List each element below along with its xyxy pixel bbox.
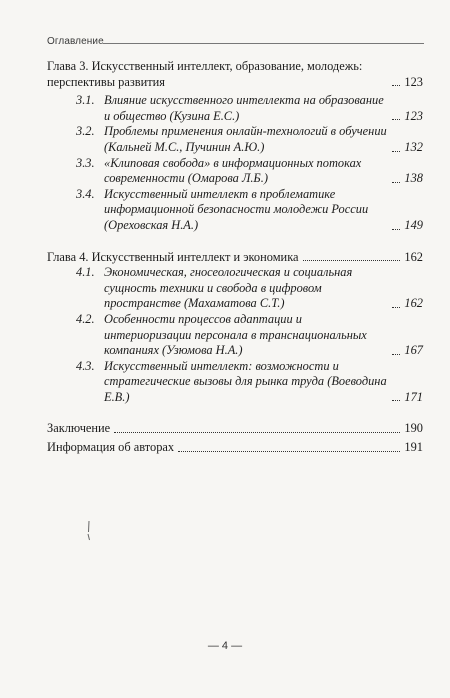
section-title: Проблемы применения онлайн-технологий в обучении (Кальней М.С., Пучинин А.Ю.): [104, 124, 387, 154]
section-title: Влияние искусственного интеллекта на образование и общество (Кузина Е.С.): [104, 93, 384, 123]
chapter-3-page: 123: [404, 74, 423, 89]
dot-leader: [392, 307, 400, 308]
chapter-4-entry[interactable]: [47, 250, 423, 266]
page-number: — 4 —: [207, 640, 243, 652]
header-rule: [103, 43, 424, 44]
dot-leader: [392, 400, 400, 401]
section-title: Искусственный интеллект: возможности и стратегические вызовы для рынка труда (Воеводина Е.В.): [104, 358, 387, 404]
pencil-mark: [86, 520, 92, 542]
section-page: 123: [404, 108, 423, 123]
section-number: 3.2.: [76, 124, 95, 139]
dot-leader: [392, 354, 400, 355]
chapter-4-page: 162: [404, 249, 423, 264]
section-number: 4.3.: [76, 358, 95, 373]
section-page: 138: [404, 171, 423, 186]
section-3-2[interactable]: [76, 124, 423, 155]
section-page: 132: [404, 139, 423, 154]
authors-page: 191: [404, 440, 423, 455]
section-page: 167: [404, 343, 423, 358]
section-number: 4.1.: [76, 265, 95, 280]
section-title: «Клиповая свобода» в информационных потоках современности (Омарова Л.Б.): [104, 155, 362, 186]
dot-leader: [392, 119, 400, 120]
section-3-1[interactable]: [76, 93, 423, 124]
dot-leader: [114, 432, 400, 433]
section-3-3[interactable]: [76, 156, 423, 187]
section-number: 3.3.: [76, 155, 95, 170]
section-title: Искусственный интеллект в проблематике информационной безопасности молодежи России (Ореховская Н.А.): [104, 186, 369, 232]
section-3-4[interactable]: [76, 187, 423, 234]
table-of-contents: [47, 59, 423, 456]
section-number: 3.1.: [76, 93, 95, 108]
section-page: 162: [404, 296, 423, 311]
running-head: Оглавление: [47, 36, 104, 47]
chapter-3: [47, 59, 423, 234]
section-title: Особенности процессов адаптации и интериоризации персонала в транснациональных компаниях (Узюмова Н.А.): [104, 311, 367, 358]
authors-title: Информация об авторах: [47, 440, 175, 455]
dot-leader: [392, 85, 400, 86]
section-4-2[interactable]: [76, 312, 423, 359]
authors-entry[interactable]: [47, 440, 423, 456]
dot-leader: [392, 151, 400, 152]
dot-leader: [392, 229, 400, 230]
conclusion-entry[interactable]: [47, 421, 423, 437]
section-page: 171: [404, 389, 423, 404]
conclusion-title: Заключение: [47, 421, 111, 436]
chapter-3-entry[interactable]: [47, 59, 423, 90]
section-number: 3.4.: [76, 186, 95, 201]
section-number: 4.2.: [76, 311, 95, 326]
section-4-1[interactable]: [76, 265, 423, 312]
dot-leader: [303, 260, 401, 261]
section-title: Экономическая, гносеологическая и социальная сущность техники и свобода в цифровом пространстве (Махаматова С.Т.): [104, 265, 353, 311]
section-4-3[interactable]: [76, 359, 423, 406]
dot-leader: [392, 182, 400, 183]
chapter-4-title: Глава 4. Искусственный интеллект и экономика: [47, 249, 299, 264]
conclusion-page: 190: [404, 421, 423, 436]
chapter-3-title: Глава 3. Искусственный интеллект, образование, молодежь: перспективы развития: [47, 59, 363, 89]
dot-leader: [178, 451, 400, 452]
section-page: 149: [404, 217, 423, 232]
chapter-4: [47, 250, 423, 406]
